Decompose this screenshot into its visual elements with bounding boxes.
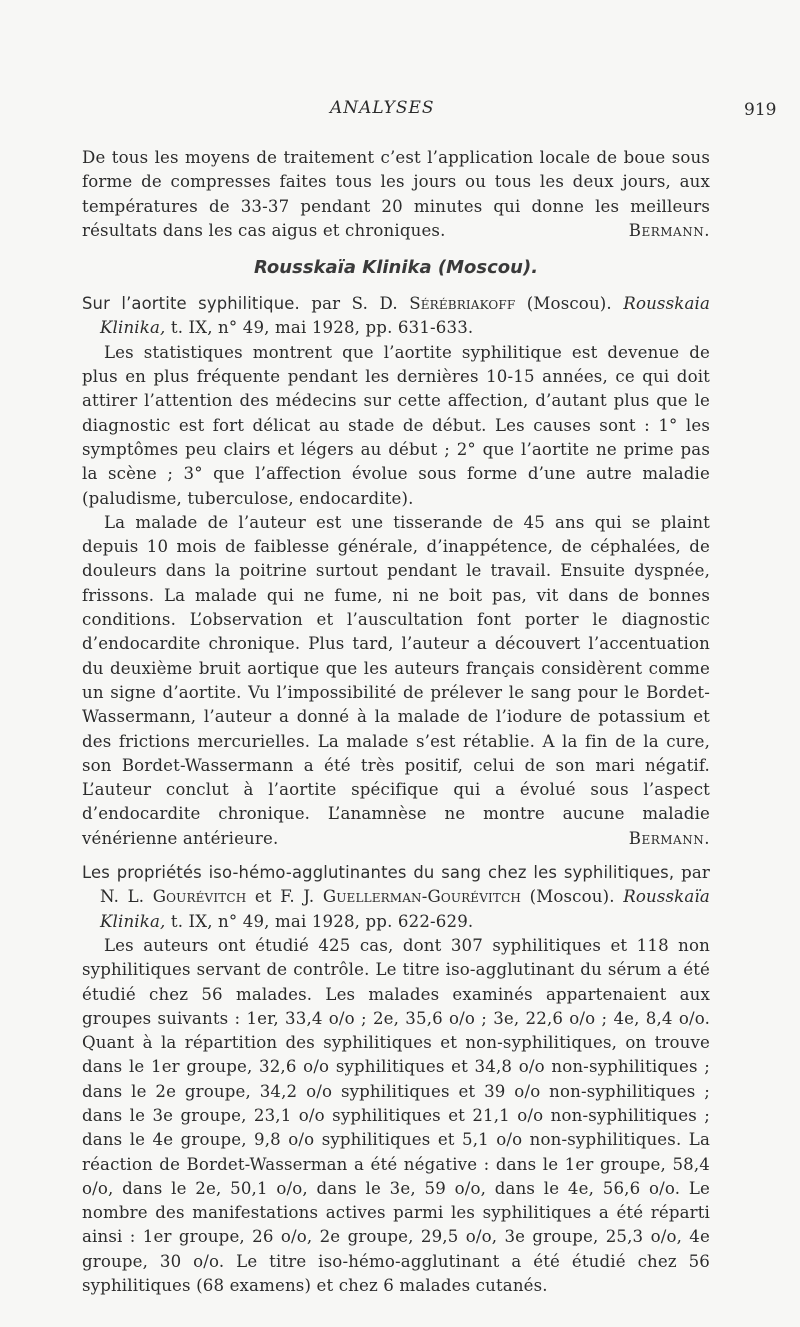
article2-author2: Guellerman-Gourévitch xyxy=(322,887,522,907)
article2-ref: t. IX, n° 49, mai 1928, pp. 622-629. xyxy=(170,911,474,931)
article1-by: par S. D. xyxy=(311,294,398,314)
page-header xyxy=(0,98,800,128)
article2-heading xyxy=(82,861,710,934)
article1-city: (Moscou). xyxy=(526,294,612,314)
article2-title: Les propriétés iso-hémo-agglutinantes du sang chez les syphilitiques, xyxy=(82,863,675,883)
article2-and: et F. J. xyxy=(254,887,315,907)
article2-author1: Gourévitch xyxy=(152,887,247,907)
article2-by: par N. L. xyxy=(100,863,710,907)
article1-title: Sur l’aortite syphilitique. xyxy=(82,294,300,314)
page-content xyxy=(82,146,710,1298)
article1-author-name: Sérébriakoff xyxy=(409,294,516,314)
section-title: Rousskaïa Klinika (Moscou). xyxy=(253,257,539,279)
intro-text: De tous les moyens de traitement c’est l’application locale de boue sous forme de compresses faites tous les jours ou tous les deux jours, aux températures de 33-37 pendant 20 minutes qui donne les meilleurs résultats dans les cas aigus et chroniques. xyxy=(82,148,710,240)
article1-paragraph-2 xyxy=(82,511,710,851)
intro-author: Bermann. xyxy=(628,220,710,240)
article1-paragraph-2-text: La malade de l’auteur est une tisserande de 45 ans qui se plaint depuis 10 mois de faiblesse générale, d’inappétence, de céphalées, de douleurs dans la poitrine surtout pendant le travail. Ensuite dyspnée, frissons. La malade qui ne fume, ni ne boit pas, vit dans de bonnes conditions. L’observation et l’auscultation font porter le diagnostic d’endocardite chronique. Plus tard, l’auteur a découvert l’accentuation du deuxième bruit aortique que les auteurs français considèrent comme un signe d’aortite. Vu l’impossibilité de prélever le sang pour le Bordet-Wassermann, l’auteur a donné à la malade de l’iodure de potassium et des frictions mercurielles. La malade s’est rétablie. A la fin de la cure, son Bordet-Wassermann a été très positif, celui de son mari négatif. L’auteur conclut à l’aortite spécifique qui a évolué sous l’aspect d’endocardite chronique. L’anamnèse ne montre aucune maladie vénérienne antérieure. xyxy=(82,512,710,848)
article1-heading xyxy=(82,292,710,341)
intro-paragraph xyxy=(82,146,710,243)
article2-journal: Rousskaïa Klinika, xyxy=(100,887,710,931)
article1-paragraph-1: Les statistiques montrent que l’aortite syphilitique est devenue de plus en plus fréquente pendant les dernières 10-15 années, ce qui doit attirer l’attention des médecins sur cette affection, d’autant plus que le diagnostic est fort délicat au stade de début. Les causes sont : 1° les symptômes peu clairs et légers au début ; 2° que l’aortite ne prime pas la scène ; 3° que l’affection évolue sous forme d’une autre maladie (paludisme, tuberculose, endocardite). xyxy=(82,342,710,508)
page-number: 919 xyxy=(744,100,777,120)
article1-author: Bermann. xyxy=(628,828,710,848)
article1-ref: t. IX, n° 49, mai 1928, pp. 631-633. xyxy=(170,318,474,338)
article2-paragraph-1: Les auteurs ont étudié 425 cas, dont 307 syphilitiques et 118 non syphilitiques servant de contrôle. Le titre iso-agglutinant du sérum a été étudié chez 56 malades. Les malades examinés appartenaient aux groupes suivants : 1er, 33,4 o/o ; 2e, 35,6 o/o ; 3e, 22,6 o/o ; 4e, 8,4 o/o. Quant à la répartition des syphilitiques et non-syphilitiques, on trouve dans le 1er groupe, 32,6 o/o syphilitiques et 34,8 o/o non-syphilitiques ; dans le 2e groupe, 34,2 o/o syphilitiques et 39 o/o non-syphilitiques ; dans le 3e groupe, 23,1 o/o syphilitiques et 21,1 o/o non-syphilitiques ; dans le 4e groupe, 9,8 o/o syphilitiques et 5,1 o/o non-syphilitiques. La réaction de Bordet-Wasserman a été négative : dans le 1er groupe, 58,4 o/o, dans le 2e, 50,1 o/o, dans le 3e, 59 o/o, dans le 4e, 56,6 o/o. Le nombre des manifestations actives parmi les syphilitiques a été réparti ainsi : 1er groupe, 26 o/o, 2e groupe, 29,5 o/o, 3e groupe, 25,3 o/o, 4e groupe, 30 o/o. Le titre iso-hémo-agglutinant a été étudié chez 56 syphilitiques (68 examens) et chez 6 malades cutanés. xyxy=(82,935,710,1296)
running-title: ANALYSES xyxy=(330,98,435,118)
article1-journal: Rousskaia Klinika, xyxy=(100,294,710,338)
article2-city: (Moscou). xyxy=(529,887,615,907)
